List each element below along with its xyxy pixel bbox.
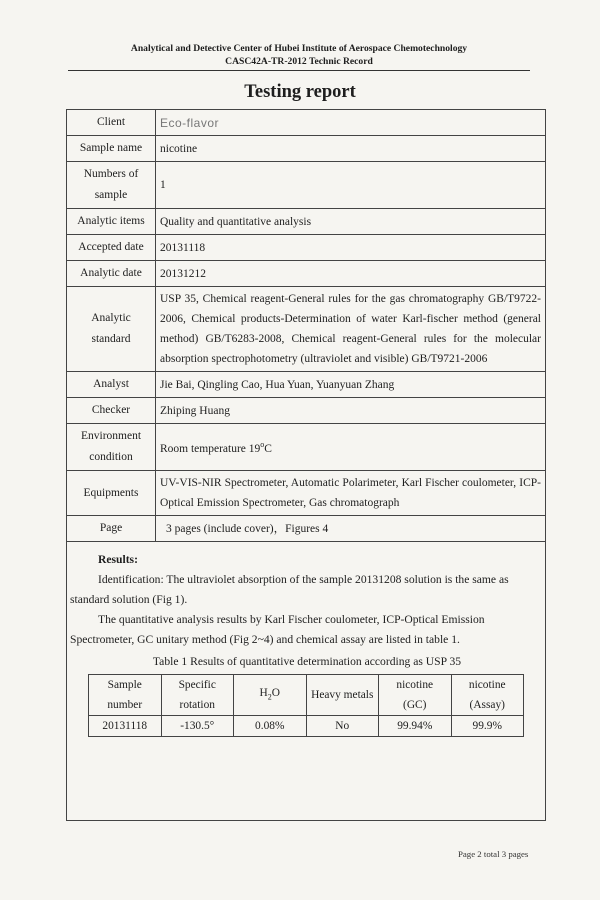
row-standard xyxy=(67,287,546,372)
identification-paragraph: Identification: The ultraviolet absorption of the sample 20131208 solution is the same as standard solution (Fig 1). xyxy=(70,573,509,606)
row-client xyxy=(67,110,546,136)
accepted-label: Accepted date xyxy=(67,235,156,261)
cell-metals: No xyxy=(306,716,379,737)
cell-sample: 20131118 xyxy=(89,716,162,737)
degree-mark: o xyxy=(260,440,265,450)
row-sample-name xyxy=(67,136,546,162)
analytic-date-label: Analytic date xyxy=(67,261,156,287)
numbers-value: 1 xyxy=(156,162,546,209)
col-rotation-line1: Specific xyxy=(178,679,216,691)
col-water-sub: 2 xyxy=(267,692,272,702)
cell-assay: 99.9% xyxy=(451,716,524,737)
analyst-value: Jie Bai, Qingling Cao, Hua Yuan, Yuanyuan Zhang xyxy=(156,372,546,398)
col-sample-line1: Sample xyxy=(107,679,142,691)
results-section xyxy=(70,550,544,737)
results-data-row xyxy=(89,716,524,737)
col-sample-line2: number xyxy=(107,699,143,711)
environment-temp: Room temperature 19 xyxy=(160,442,261,455)
standard-label-line2: standard xyxy=(91,333,131,345)
quantitative-paragraph: The quantitative analysis results by Karl Fischer coulometer, ICP-Optical Emission Spectrometer, GC unitary method (Fig 2~4) and chemical assay are listed in table 1. xyxy=(70,613,485,646)
sample-name-label: Sample name xyxy=(67,136,156,162)
page-footer: Page 2 total 3 pages xyxy=(458,849,529,859)
results-table xyxy=(88,674,524,737)
environment-label-line1: Environment xyxy=(80,430,142,442)
numbers-label xyxy=(67,162,156,209)
environment-unit: C xyxy=(264,442,272,455)
equipments-label: Equipments xyxy=(67,471,156,516)
accepted-value: 20131118 xyxy=(156,235,546,261)
col-nicotine-gc xyxy=(379,675,452,716)
client-value: Eco-flavor xyxy=(156,110,546,136)
items-label: Analytic items xyxy=(67,209,156,235)
row-equipments xyxy=(67,471,546,516)
page-title: Testing report xyxy=(244,82,356,102)
row-accepted xyxy=(67,235,546,261)
results-header-row xyxy=(89,675,524,716)
analytic-date-value: 20131212 xyxy=(156,261,546,287)
checker-label: Checker xyxy=(67,398,156,424)
record-code: CASC42A-TR-2012 Technic Record xyxy=(225,55,373,67)
standard-value: USP 35, Chemical reagent-General rules for the gas chromatography GB/T9722-2006, Chemical products-Determination of water Karl-fischer method (general method) GB/T6283-2008, Chemical reagent-General rules for the molecular absorption spectrophotometry (ultraviolet and visible) GB/T9721-2006 xyxy=(156,287,546,372)
col-water-h: H xyxy=(259,686,268,699)
table-caption: Table 1 Results of quantitative determination according as USP 35 xyxy=(152,655,462,668)
col-water-o: O xyxy=(271,686,280,699)
sample-name-value: nicotine xyxy=(156,136,546,162)
client-label: Client xyxy=(67,110,156,136)
cell-gc: 99.94% xyxy=(379,716,452,737)
cell-rotation: -130.5° xyxy=(161,716,234,737)
page-value: 3 pages (include cover)，Figures 4 xyxy=(156,516,546,542)
standard-label-line1: Analytic xyxy=(91,312,131,324)
analyst-label: Analyst xyxy=(67,372,156,398)
environment-label-line2: condition xyxy=(89,451,133,463)
standard-label xyxy=(67,287,156,372)
numbers-label-line1: Numbers of xyxy=(83,168,139,180)
col-gc-line1: nicotine xyxy=(396,679,434,691)
col-rotation-line2: rotation xyxy=(179,699,215,711)
report-header xyxy=(68,43,530,68)
environment-value xyxy=(156,424,546,471)
results-title: Results: xyxy=(98,553,138,566)
col-nicotine-assay xyxy=(451,675,524,716)
col-sample-number xyxy=(89,675,162,716)
row-page xyxy=(67,516,546,542)
col-assay-line1: nicotine xyxy=(468,679,506,691)
row-analytic-date xyxy=(67,261,546,287)
equipments-value: UV-VIS-NIR Spectrometer, Automatic Polarimeter, Karl Fischer coulometer, ICP-Optical Emission Spectrometer, Gas chromatograph xyxy=(156,471,546,516)
info-table xyxy=(66,109,546,542)
col-assay-line2: (Assay) xyxy=(469,699,505,711)
items-value: Quality and quantitative analysis xyxy=(156,209,546,235)
col-specific-rotation xyxy=(161,675,234,716)
row-checker xyxy=(67,398,546,424)
numbers-label-line2: sample xyxy=(94,189,128,201)
checker-value: Zhiping Huang xyxy=(156,398,546,424)
page-label: Page xyxy=(67,516,156,542)
col-gc-line2: (GC) xyxy=(403,699,427,711)
institute-name: Analytical and Detective Center of Hubei Institute of Aerospace Chemotechnology xyxy=(130,43,468,54)
col-water xyxy=(234,675,307,716)
col-heavy-metals: Heavy metals xyxy=(306,675,379,716)
row-numbers xyxy=(67,162,546,209)
cell-water: 0.08% xyxy=(234,716,307,737)
row-environment xyxy=(67,424,546,471)
header-divider xyxy=(68,70,530,71)
row-items xyxy=(67,209,546,235)
row-analyst xyxy=(67,372,546,398)
environment-label xyxy=(67,424,156,471)
